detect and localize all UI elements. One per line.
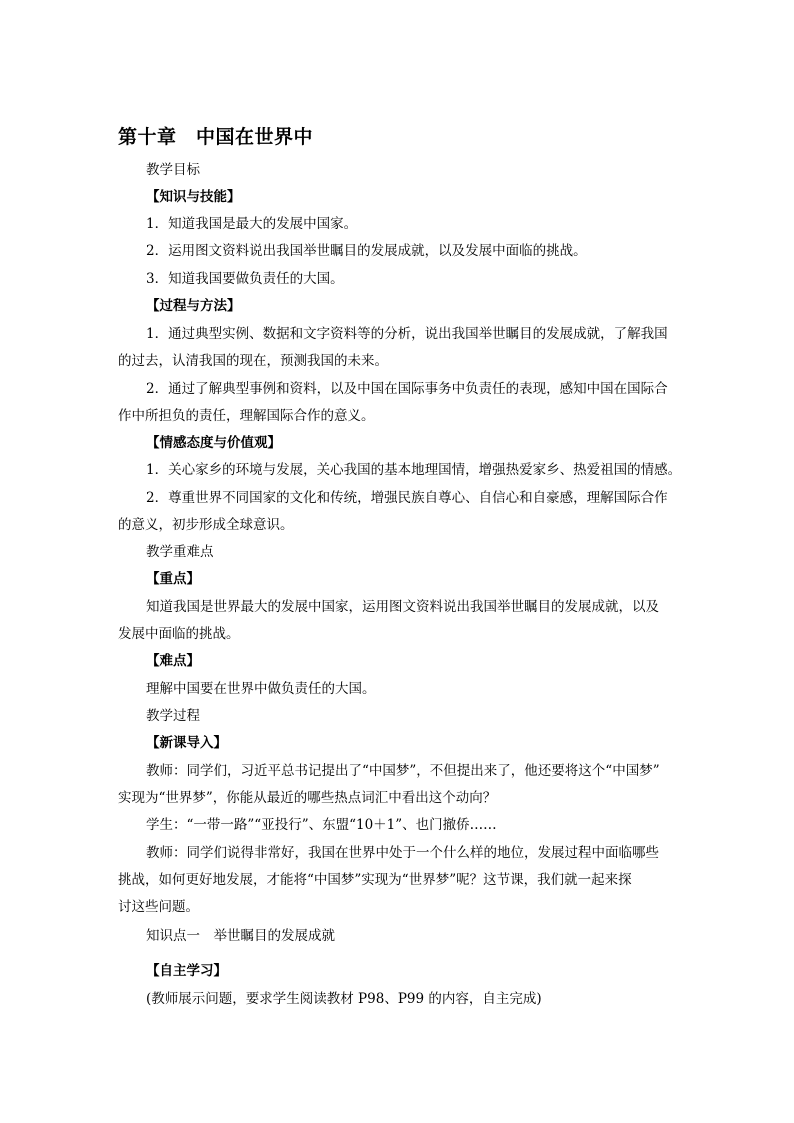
attitude-item-2-line-2: 的意义，初步形成全球意识。 (118, 517, 294, 533)
subheading-process-method: 【过程与方法】 (146, 298, 241, 314)
subheading-attitudes-values: 【情感态度与价值观】 (146, 435, 281, 451)
section-heading-key-difficult: 教学重难点 (146, 544, 214, 560)
chapter-title: 第十章 中国在世界中 (118, 126, 314, 148)
process-item-1-line-1: 1．通过典型实例、数据和文字资料等的分析，说出我国举世瞩目的发展成就，了解我国 (146, 326, 668, 342)
subheading-lesson-intro: 【新课导入】 (146, 735, 227, 751)
knowledge-point-heading: 知识点一 举世瞩目的发展成就 (146, 928, 335, 944)
teacher-dialogue-2-line-2: 挑战，如何更好地发展，才能将“中国梦”实现为“世界梦”呢？这节课，我们就一起来探 (118, 872, 632, 888)
difficult-point-text: 理解中国要在世界中做负责任的大国。 (146, 681, 376, 697)
subheading-difficult-point: 【难点】 (146, 653, 200, 669)
subheading-knowledge-skills: 【知识与技能】 (146, 189, 241, 205)
attitude-item-2-line-1: 2．尊重世界不同国家的文化和传统，增强民族自尊心、自信心和自豪感，理解国际合作 (146, 490, 668, 506)
knowledge-item-1: 1．知道我国是最大的发展中国家。 (146, 216, 358, 232)
key-point-line-2: 发展中面临的挑战。 (118, 626, 240, 642)
teacher-dialogue-1-line-1: 教师：同学们，习近平总书记提出了“中国梦”，不但提出来了，他还要将这个“中国梦” (146, 763, 660, 779)
process-item-1-line-2: 的过去，认清我国的现在，预测我国的未来。 (118, 353, 388, 369)
knowledge-item-3: 3．知道我国要做负责任的大国。 (146, 271, 344, 287)
process-item-2-line-1: 2．通过了解典型事例和资料，以及中国在国际事务中负责任的表现，感知中国在国际合 (146, 381, 668, 397)
knowledge-item-2: 2．运用图文资料说出我国举世瞩目的发展成就，以及发展中面临的挑战。 (146, 243, 587, 259)
subheading-key-point: 【重点】 (146, 571, 200, 587)
section-heading-process: 教学过程 (146, 708, 200, 724)
teacher-dialogue-2-line-3: 讨这些问题。 (118, 899, 199, 915)
subheading-self-study: 【自主学习】 (146, 963, 227, 979)
process-item-2-line-2: 作中所担负的责任，理解国际合作的意义。 (118, 408, 375, 424)
attitude-item-1: 1．关心家乡的环境与发展，关心我国的基本地理国情，增强热爱家乡、热爱祖国的情感。 (146, 462, 682, 478)
student-dialogue: 学生：“一带一路”“亚投行”、东盟“10＋1”、也门撤侨…… (146, 817, 497, 833)
key-point-line-1: 知道我国是世界最大的发展中国家，运用图文资料说出我国举世瞩目的发展成就，以及 (146, 599, 659, 615)
teacher-dialogue-1-line-2: 实现为“世界梦”，你能从最近的哪些热点词汇中看出这个动向？ (118, 790, 497, 806)
self-study-instruction: (教师展示问题，要求学生阅读教材 P98、P99 的内容，自主完成) (146, 991, 542, 1007)
section-heading-objectives: 教学目标 (146, 162, 200, 178)
teacher-dialogue-2-line-1: 教师：同学们说得非常好，我国在世界中处于一个什么样的地位，发展过程中面临哪些 (146, 845, 659, 861)
